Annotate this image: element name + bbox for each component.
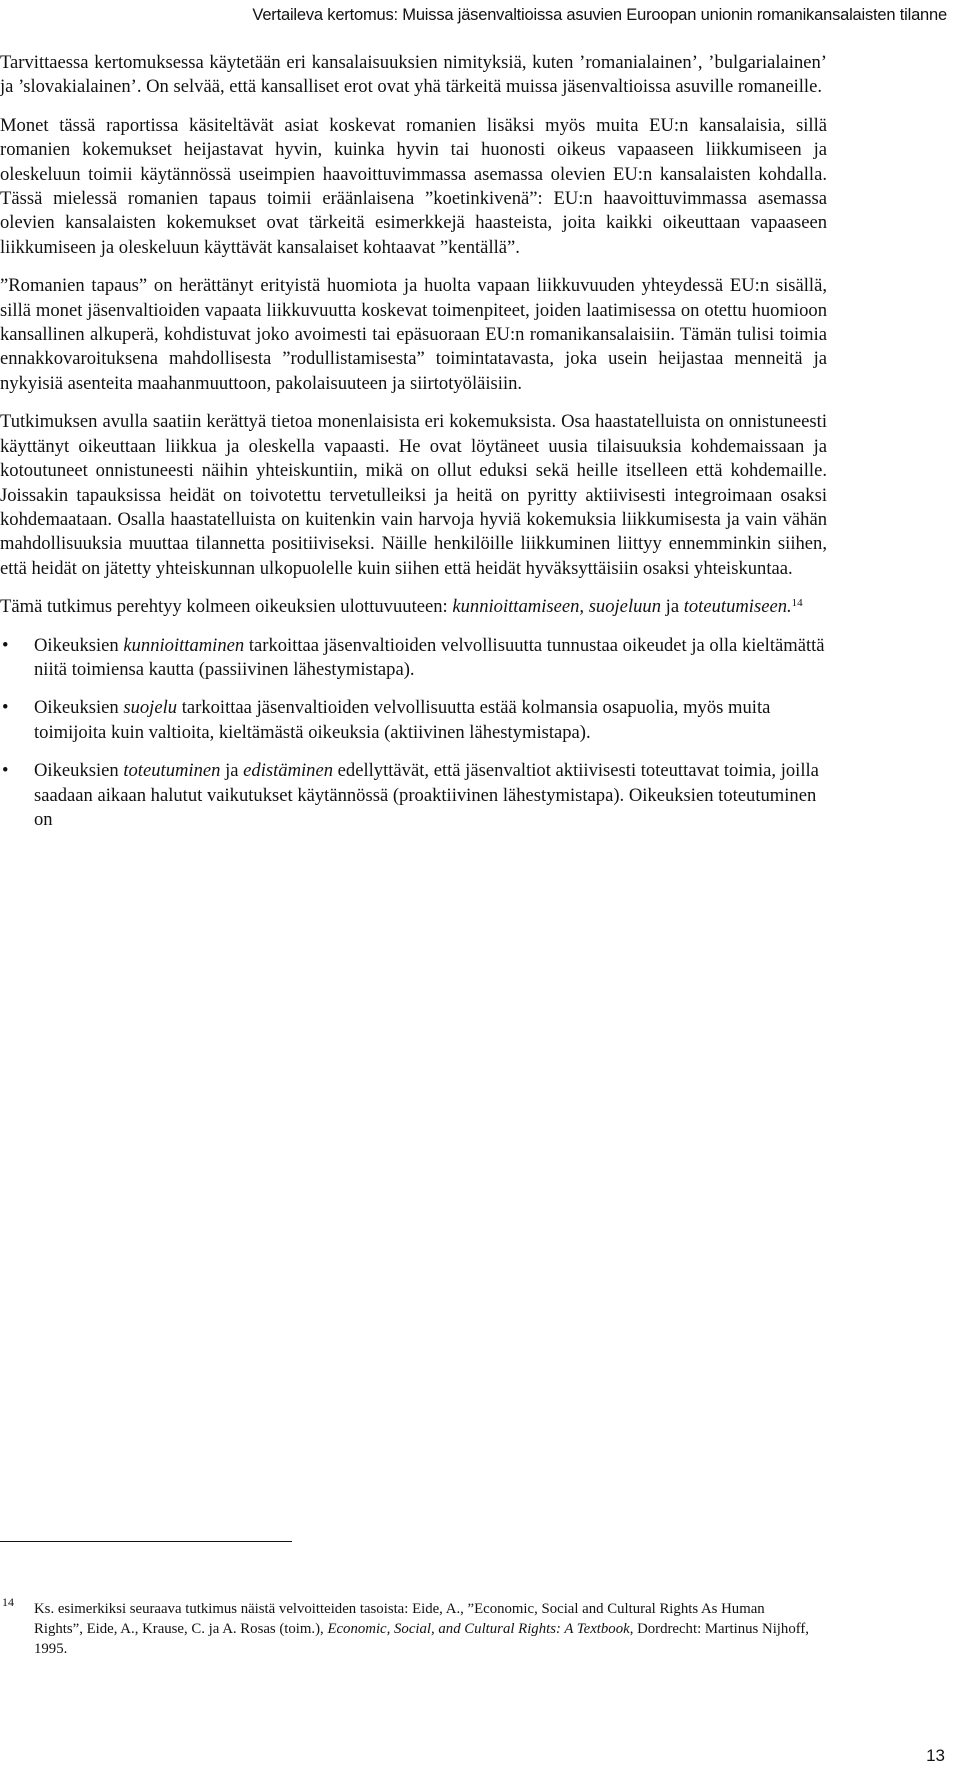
bullet-text-post: tarkoittaa jäsenvaltioiden velvollisuutta estää kolmansia osapuolia, myös muita toimijoita kuin valtioita, kieltämästä oikeuksia (aktiivinen lähestymistapa). bbox=[34, 697, 771, 743]
bullet-item-fulfil bbox=[0, 759, 827, 832]
bullet-text-pre: Oikeuksien bbox=[34, 634, 124, 656]
paragraph-5-mid: ja bbox=[661, 596, 684, 618]
bullet-text-mid: ja bbox=[220, 760, 244, 782]
footnote bbox=[0, 1595, 810, 1659]
paragraph-5-emphasis-2: toteutumiseen. bbox=[683, 596, 792, 618]
bullet-emphasis: suojelu bbox=[123, 697, 178, 719]
running-header: Vertaileva kertomus: Muissa jäsenvaltioissa asuvien Euroopan unionin romanikansalaisten tilanne bbox=[252, 6, 947, 24]
footnote-text-pre: Ks. esimerkiksi seuraava tutkimus näistä velvoitteiden tasoista: Eide, A., ”Economic, Social and Cultural Rights As Human Rights”, Eide, A., Krause, C. ja A. Rosas (toim.), bbox=[34, 1601, 765, 1637]
footnote-book-title: Economic, Social, and Cultural Rights: A Textbook bbox=[327, 1621, 630, 1637]
bullet-emphasis: kunnioittaminen bbox=[123, 634, 245, 656]
footnote-text bbox=[34, 1599, 810, 1659]
footnote-text-post: , Dordrecht: Martinus Nijhoff, 1995. bbox=[34, 1621, 809, 1657]
bullet-text-post: tarkoittaa jäsenvaltioiden velvollisuutta tunnustaa oikeudet ja olla kieltämättä niitä toimiensa kautta (passiivinen lähestymistapa). bbox=[34, 634, 825, 680]
paragraph-5 bbox=[0, 595, 827, 619]
paragraph-4: Tutkimuksen avulla saatiin kerättyä tietoa monenlaisista eri kokemuksista. Osa haastatelluista on onnistuneesti käyttänyt oikeuttaan liikkua ja oleskella vapaasti. He ovat löytäneet uusia tilaisuuksia kohdemaissaan ja kotoutuneet onnistuneesti näihin yhteiskuntiin, mikä on ollut eduksi sekä heille itselleen että kohdemaille. Joissakin tapauksissa heidät on toivotettu tervetulleiksi ja heitä on pyritty aktiivisesti integroimaan osaksi kohdemaataan. Osalla haastatelluista on kuitenkin vain harvoja hyviä kokemuksia liikkumisesta ja vain vähän mahdollisuuksia muuttaa tilannetta positiiviseksi. Näille henkilöille liikkuminen liittyy ennemminkin siihen, että heidät on jätetty yhteiskunnan ulkopuolelle kuin siihen että heidät hyväksyttäisiin osaksi yhteiskuntaa. bbox=[0, 411, 827, 579]
bullet-text-pre: Oikeuksien bbox=[34, 697, 124, 719]
bullet-icon: • bbox=[2, 697, 9, 719]
bullet-item-respect bbox=[0, 634, 827, 683]
paragraph-2: Monet tässä raportissa käsiteltävät asiat koskevat romanien lisäksi myös muita EU:n kansalaisia, sillä romanien kokemukset heijastavat hyvin, kuinka hyvin tai huonosti oikeus vapaaseen liikkumiseen ja oleskeluun toimii käytännössä useimpien haavoittuvimmassa asemassa olevien EU:n kansalaisten kohdalla. Tässä mielessä romanien tapaus toimii eräänlaisena ”koetinkivenä”: EU:n haavoittuvimmassa asemassa olevien kansalaisten kokemukset ovat tärkeitä esimerkkejä haasteista, joita kaikki oikeuttaan vapaaseen liikkumiseen ja oleskeluun käyttävät kansalaiset kohtaavat ”kentällä”. bbox=[0, 114, 827, 258]
paragraph-1: Tarvittaessa kertomuksessa käytetään eri kansalaisuuksien nimityksiä, kuten ’romanialainen’, ’bulgarialainen’ ja ’slovakialainen’. On selvää, että kansalliset erot ovat yhä tärkeitä muissa jäsenvaltioissa asuville romaneille. bbox=[0, 52, 827, 98]
footnote-reference[interactable]: 14 bbox=[791, 597, 803, 610]
bullet-icon: • bbox=[2, 634, 9, 656]
page-number: 13 bbox=[926, 1746, 945, 1765]
paragraph-5-emphasis-1: kunnioittamiseen, suojeluun bbox=[452, 596, 661, 618]
paragraph-3: ”Romanien tapaus” on herättänyt erityistä huomiota ja huolta vapaan liikkuvuuden yhteydessä EU:n sisällä, sillä monet jäsenvaltioiden vapaata liikkuvuutta koskevat toimenpiteet, joiden laatimisessa on otettu huomioon kansallinen alkuperä, kohdistuvat joko avoimesti tai epäsuoraan EU:n romanikansalaisiin. Tämän tulisi toimia ennakkovaroituksena mahdollisesta ”rodullistamisesta” toimintatavasta, joka usein heijastaa menneitä ja nykyisiä asenteita maahanmuuttoon, pakolaisuuteen ja siirtotyöläisiin. bbox=[0, 275, 827, 394]
bullet-text-pre: Oikeuksien bbox=[34, 760, 124, 782]
paragraph-5-start: Tämä tutkimus perehtyy kolmeen oikeuksien ulottuvuuteen: bbox=[0, 596, 453, 618]
bullet-text-post: edellyttävät, että jäsenvaltiot aktiivisesti toteuttavat toimia, joilla saadaan aikaan halutut vaikutukset käytännössä (proaktiivinen lähestymistapa). Oikeuksien toteutuminen on bbox=[34, 760, 819, 830]
bullet-icon: • bbox=[2, 760, 9, 782]
footnote-divider bbox=[0, 1541, 292, 1542]
main-content bbox=[0, 51, 827, 846]
bullet-item-protect bbox=[0, 696, 827, 745]
footnote-number: 14 bbox=[2, 1595, 14, 1609]
bullet-list bbox=[0, 634, 827, 833]
bullet-emphasis-2: edistäminen bbox=[243, 760, 334, 782]
bullet-emphasis: toteutuminen bbox=[123, 760, 221, 782]
